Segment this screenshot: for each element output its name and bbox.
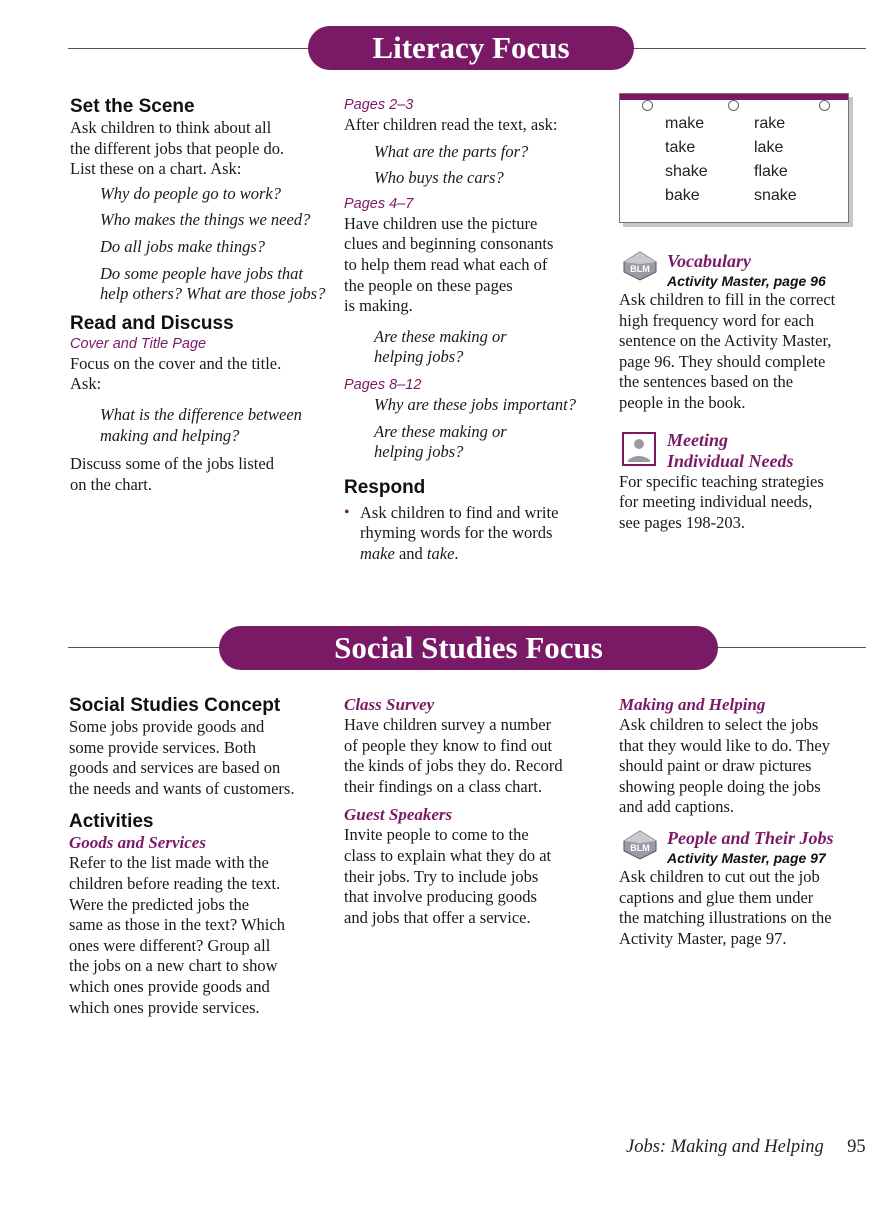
- card-word: take: [665, 139, 696, 156]
- vocab-line: Ask children to fill in the correct: [619, 290, 836, 309]
- cover-question: making and helping?: [100, 425, 240, 445]
- discuss-line: on the chart.: [70, 474, 153, 494]
- pages-2-3-subheading: Pages 2–3: [344, 97, 414, 113]
- class-survey-subheading: Class Survey: [344, 695, 435, 714]
- pages-8-12-subheading: Pages 8–12: [344, 376, 422, 393]
- card-word: shake: [665, 163, 708, 180]
- blm-label: BLM: [630, 264, 650, 274]
- set-scene-line: List these on a chart. Ask:: [70, 159, 242, 179]
- card-word: rake: [754, 115, 786, 132]
- people-activity-master: Activity Master, page 97: [667, 849, 826, 866]
- card-word: make: [665, 115, 705, 132]
- scene-question: Do some people have jobs that: [100, 263, 304, 283]
- book-icon: [622, 432, 656, 466]
- literacy-column-3: [619, 251, 869, 533]
- making-line: showing people doing the jobs: [619, 776, 821, 796]
- making-line: and add captions.: [619, 797, 735, 817]
- guest-line: Invite people to come to the: [344, 825, 529, 845]
- pages-4-7-line: clues and beginning consonants: [344, 234, 554, 254]
- survey-line: of people they know to find out: [344, 735, 553, 755]
- social-column-1: [69, 695, 331, 1018]
- binder-hole-icon: [642, 100, 653, 111]
- pages-4-7-question: Are these making or: [374, 326, 507, 346]
- making-line: should paint or draw pictures: [619, 756, 812, 776]
- guest-line: their jobs. Try to include jobs: [344, 866, 539, 886]
- respond-heading: Respond: [344, 476, 426, 498]
- guest-line: class to explain what they do at: [344, 845, 552, 865]
- pages-2-3-question: What are the parts for?: [374, 141, 529, 161]
- pages-8-12-question: Are these making or: [374, 421, 507, 441]
- vocab-line: page 96. They should complete: [619, 351, 826, 371]
- making-line: Ask children to select the jobs: [619, 715, 819, 734]
- pages-4-7-question: helping jobs?: [374, 347, 464, 367]
- concept-line: some provide services. Both: [69, 737, 256, 757]
- pages-2-3-question: Who buys the cars?: [374, 168, 504, 188]
- pages-4-7-line: is making.: [344, 296, 413, 316]
- vocab-line: people in the book.: [619, 392, 746, 412]
- pages-8-12-question: helping jobs?: [374, 442, 464, 462]
- pages-4-7-line: to help them read what each of: [344, 254, 548, 274]
- goods-line: children before reading the text.: [69, 873, 281, 893]
- vocab-line: sentence on the Activity Master,: [619, 331, 832, 351]
- people-line: the matching illustrations on the: [619, 908, 832, 928]
- respond-list-item: [344, 503, 594, 565]
- goods-line: the jobs on a new chart to show: [69, 956, 278, 976]
- goods-line: which ones provide services.: [69, 997, 260, 1017]
- goods-line: Were the predicted jobs the: [69, 894, 250, 914]
- cover-title-subheading: Cover and Title Page: [70, 335, 207, 352]
- pages-8-12-question: Why are these jobs important?: [374, 394, 576, 414]
- people-line: Activity Master, page 97.: [619, 928, 787, 948]
- vocabulary-title: Vocabulary: [667, 251, 752, 271]
- word-and: and: [394, 543, 427, 563]
- cover-question: What is the difference between: [100, 404, 302, 424]
- scene-question: help others? What are those jobs?: [100, 284, 326, 304]
- guest-speakers-subheading: Guest Speakers: [344, 805, 453, 825]
- set-scene-line: Ask children to think about all: [70, 118, 272, 137]
- cover-line: Ask:: [70, 374, 102, 394]
- goods-line: same as those in the text? Which: [69, 915, 285, 935]
- word-take: take: [426, 543, 455, 563]
- card-word: bake: [665, 187, 700, 204]
- literacy-column-2: [344, 96, 594, 565]
- literacy-banner: Literacy Focus: [308, 26, 634, 70]
- goods-line: ones were different? Group all: [69, 935, 271, 955]
- period: .: [454, 543, 459, 563]
- social-column-3: [619, 695, 874, 949]
- blm-icon: [620, 829, 660, 861]
- survey-line: the kinds of jobs they do. Record: [344, 756, 563, 776]
- set-the-scene-heading: Set the Scene: [70, 96, 195, 117]
- scene-question: Do all jobs make things?: [100, 236, 265, 256]
- vocab-line: the sentences based on the: [619, 372, 794, 392]
- respond-line: Ask children to find and write: [360, 502, 559, 522]
- word-make: make: [360, 543, 395, 563]
- social-column-2: [344, 695, 604, 928]
- card-word: lake: [754, 139, 784, 156]
- page-number: 95: [847, 1137, 866, 1157]
- card-word: flake: [754, 163, 788, 180]
- people-line: captions and glue them under: [619, 887, 814, 907]
- set-scene-line: the different jobs that people do.: [70, 138, 285, 158]
- respond-line: rhyming words for the words: [360, 523, 553, 543]
- making-helping-subheading: Making and Helping: [619, 695, 766, 714]
- card-word: snake: [754, 187, 797, 204]
- footer-title: Jobs: Making and Helping: [626, 1137, 824, 1157]
- bullet-icon: •: [344, 503, 350, 521]
- survey-line: Have children survey a number: [344, 715, 552, 734]
- people-line: Ask children to cut out the job: [619, 866, 820, 886]
- activities-heading: Activities: [69, 811, 154, 833]
- concept-line: Some jobs provide goods and: [69, 717, 265, 736]
- respond-line: [360, 544, 558, 565]
- meeting-title: Individual Needs: [667, 450, 794, 471]
- pages-4-7-line: the people on these pages: [344, 275, 513, 295]
- meeting-title: Meeting: [667, 429, 728, 450]
- read-and-discuss-heading: Read and Discuss: [70, 312, 234, 334]
- blm-label: BLM: [630, 843, 650, 853]
- social-banner: Social Studies Focus: [219, 626, 718, 670]
- binder-hole-icon: [819, 100, 830, 111]
- survey-line: their findings on a class chart.: [344, 776, 542, 796]
- meeting-line: see pages 198-203.: [619, 512, 746, 532]
- concept-line: goods and services are based on: [69, 758, 281, 778]
- rhyming-words-card: [619, 93, 849, 223]
- discuss-line: Discuss some of the jobs listed: [70, 454, 274, 474]
- guest-line: that involve producing goods: [344, 887, 537, 907]
- meeting-line: For specific teaching strategies: [619, 471, 824, 491]
- goods-line: which ones provide goods and: [69, 976, 270, 996]
- pages-4-7-line: Have children use the picture: [344, 213, 538, 233]
- goods-line: Refer to the list made with the: [69, 853, 269, 873]
- scene-question: Why do people go to work?: [100, 183, 282, 203]
- page-footer: [626, 1137, 866, 1158]
- social-concept-heading: Social Studies Concept: [69, 695, 281, 716]
- meeting-line: for meeting individual needs,: [619, 492, 813, 512]
- vocabulary-activity-master: Activity Master, page 96: [667, 273, 826, 289]
- cover-line: Focus on the cover and the title.: [70, 353, 282, 373]
- pages-2-3-text: After children read the text, ask:: [344, 115, 558, 134]
- binder-hole-icon: [728, 100, 739, 111]
- scene-question: Who makes the things we need?: [100, 210, 311, 230]
- people-jobs-title: People and Their Jobs: [667, 827, 834, 848]
- guest-line: and jobs that offer a service.: [344, 907, 531, 927]
- literacy-column-1: [70, 96, 332, 495]
- goods-services-subheading: Goods and Services: [69, 833, 206, 853]
- making-line: that they would like to do. They: [619, 735, 830, 755]
- concept-line: the needs and wants of customers.: [69, 778, 295, 798]
- pages-4-7-subheading: Pages 4–7: [344, 195, 414, 212]
- vocab-line: high frequency word for each: [619, 310, 815, 330]
